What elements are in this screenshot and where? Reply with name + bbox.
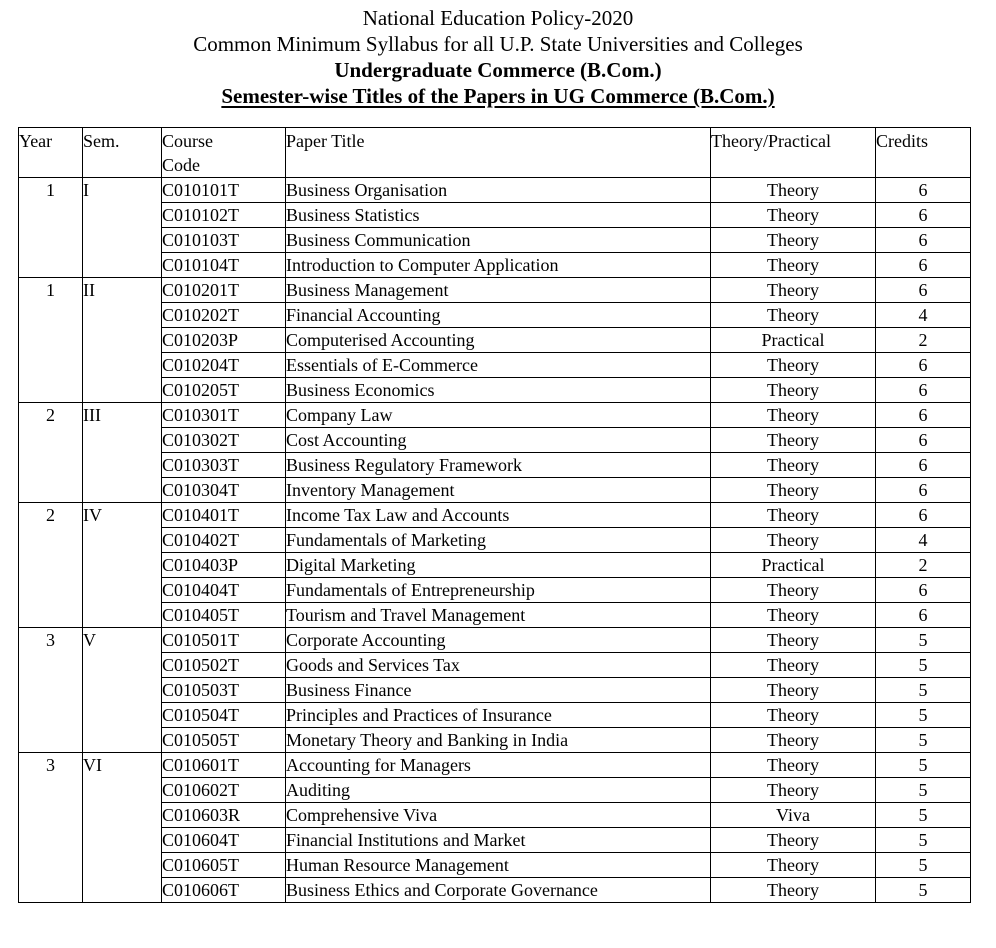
credits-cell: 5 — [876, 803, 971, 828]
course-code-cell: C010501T — [162, 628, 286, 653]
course-code-cell: C010503T — [162, 678, 286, 703]
table-row — [19, 753, 971, 778]
table-row — [19, 478, 971, 503]
table-row — [19, 178, 971, 203]
type-cell: Theory — [711, 753, 876, 778]
paper-title-cell: Business Economics — [286, 378, 711, 403]
type-cell: Theory — [711, 703, 876, 728]
course-code-cell: C010103T — [162, 228, 286, 253]
credits-cell: 5 — [876, 678, 971, 703]
table-row — [19, 278, 971, 303]
col-header-theory-practical: Theory/Practical — [711, 128, 876, 178]
course-code-cell: C010602T — [162, 778, 286, 803]
table-row — [19, 553, 971, 578]
type-cell: Theory — [711, 503, 876, 528]
doc-title-line4: Semester-wise Titles of the Papers in UG Commerce (B.Com.) — [221, 84, 775, 108]
sem-cell: III — [83, 403, 162, 503]
table-row — [19, 403, 971, 428]
type-cell: Theory — [711, 828, 876, 853]
credits-cell: 6 — [876, 203, 971, 228]
paper-title-cell: Auditing — [286, 778, 711, 803]
credits-cell: 6 — [876, 603, 971, 628]
credits-cell: 6 — [876, 503, 971, 528]
paper-title-cell: Business Management — [286, 278, 711, 303]
paper-title-cell: Monetary Theory and Banking in India — [286, 728, 711, 753]
type-cell: Theory — [711, 653, 876, 678]
year-cell: 3 — [19, 753, 83, 903]
table-row — [19, 853, 971, 878]
year-cell: 2 — [19, 503, 83, 628]
course-code-cell: C010104T — [162, 253, 286, 278]
paper-title-cell: Comprehensive Viva — [286, 803, 711, 828]
paper-title-cell: Principles and Practices of Insurance — [286, 703, 711, 728]
type-cell: Theory — [711, 403, 876, 428]
col-header-credits: Credits — [876, 128, 971, 178]
paper-title-cell: Business Finance — [286, 678, 711, 703]
table-row — [19, 353, 971, 378]
type-cell: Theory — [711, 878, 876, 903]
credits-cell: 5 — [876, 878, 971, 903]
year-cell: 2 — [19, 403, 83, 503]
table-row — [19, 303, 971, 328]
paper-title-cell: Inventory Management — [286, 478, 711, 503]
course-code-cell: C010401T — [162, 503, 286, 528]
col-header-paper-title: Paper Title — [286, 128, 711, 178]
course-code-cell: C010203P — [162, 328, 286, 353]
credits-cell: 6 — [876, 278, 971, 303]
course-code-cell: C010403P — [162, 553, 286, 578]
table-row — [19, 628, 971, 653]
table-row — [19, 603, 971, 628]
course-code-cell: C010102T — [162, 203, 286, 228]
type-cell: Viva — [711, 803, 876, 828]
paper-title-cell: Corporate Accounting — [286, 628, 711, 653]
sem-cell: II — [83, 278, 162, 403]
table-row — [19, 453, 971, 478]
table-row — [19, 328, 971, 353]
type-cell: Practical — [711, 553, 876, 578]
course-code-cell: C010101T — [162, 178, 286, 203]
paper-title-cell: Business Communication — [286, 228, 711, 253]
credits-cell: 6 — [876, 428, 971, 453]
year-cell: 1 — [19, 178, 83, 278]
credits-cell: 5 — [876, 753, 971, 778]
table-row — [19, 653, 971, 678]
paper-title-cell: Business Statistics — [286, 203, 711, 228]
paper-title-cell: Digital Marketing — [286, 553, 711, 578]
col-header-sem: Sem. — [83, 128, 162, 178]
course-code-cell: C010601T — [162, 753, 286, 778]
paper-title-cell: Financial Institutions and Market — [286, 828, 711, 853]
credits-cell: 5 — [876, 628, 971, 653]
credits-cell: 6 — [876, 228, 971, 253]
course-code-cell: C010404T — [162, 578, 286, 603]
paper-title-cell: Fundamentals of Marketing — [286, 528, 711, 553]
table-row — [19, 578, 971, 603]
paper-title-cell: Financial Accounting — [286, 303, 711, 328]
course-code-cell: C010202T — [162, 303, 286, 328]
course-code-cell: C010302T — [162, 428, 286, 453]
paper-title-cell: Business Organisation — [286, 178, 711, 203]
paper-title-cell: Company Law — [286, 403, 711, 428]
course-code-cell: C010303T — [162, 453, 286, 478]
type-cell: Theory — [711, 428, 876, 453]
type-cell: Theory — [711, 278, 876, 303]
credits-cell: 5 — [876, 703, 971, 728]
course-code-cell: C010205T — [162, 378, 286, 403]
course-code-cell: C010201T — [162, 278, 286, 303]
credits-cell: 6 — [876, 403, 971, 428]
sem-cell: VI — [83, 753, 162, 903]
paper-title-cell: Business Regulatory Framework — [286, 453, 711, 478]
paper-title-cell: Computerised Accounting — [286, 328, 711, 353]
table-row — [19, 803, 971, 828]
course-code-cell: C010301T — [162, 403, 286, 428]
paper-title-cell: Goods and Services Tax — [286, 653, 711, 678]
doc-title-line3: Undergraduate Commerce (B.Com.) — [334, 58, 662, 82]
credits-cell: 6 — [876, 253, 971, 278]
year-cell: 3 — [19, 628, 83, 753]
document-header — [0, 0, 996, 109]
type-cell: Theory — [711, 853, 876, 878]
table-row — [19, 703, 971, 728]
credits-cell: 6 — [876, 378, 971, 403]
course-code-cell: C010604T — [162, 828, 286, 853]
credits-cell: 5 — [876, 828, 971, 853]
year-cell: 1 — [19, 278, 83, 403]
table-row — [19, 428, 971, 453]
type-cell: Theory — [711, 203, 876, 228]
credits-cell: 4 — [876, 303, 971, 328]
type-cell: Practical — [711, 328, 876, 353]
sem-cell: V — [83, 628, 162, 753]
course-code-cell: C010304T — [162, 478, 286, 503]
credits-cell: 5 — [876, 728, 971, 753]
course-code-cell: C010402T — [162, 528, 286, 553]
table-row — [19, 778, 971, 803]
credits-cell: 4 — [876, 528, 971, 553]
type-cell: Theory — [711, 728, 876, 753]
credits-cell: 5 — [876, 778, 971, 803]
table-row — [19, 528, 971, 553]
table-row — [19, 678, 971, 703]
course-code-cell: C010505T — [162, 728, 286, 753]
type-cell: Theory — [711, 478, 876, 503]
type-cell: Theory — [711, 628, 876, 653]
paper-title-cell: Essentials of E-Commerce — [286, 353, 711, 378]
course-code-cell: C010606T — [162, 878, 286, 903]
credits-cell: 6 — [876, 178, 971, 203]
type-cell: Theory — [711, 603, 876, 628]
paper-title-cell: Fundamentals of Entrepreneurship — [286, 578, 711, 603]
paper-title-cell: Cost Accounting — [286, 428, 711, 453]
credits-cell: 2 — [876, 328, 971, 353]
credits-cell: 6 — [876, 578, 971, 603]
course-code-cell: C010603R — [162, 803, 286, 828]
paper-title-cell: Introduction to Computer Application — [286, 253, 711, 278]
table-row — [19, 228, 971, 253]
doc-title-line1: National Education Policy-2020 — [362, 6, 634, 30]
course-code-cell: C010605T — [162, 853, 286, 878]
col-header-year: Year — [19, 128, 83, 178]
paper-title-cell: Business Ethics and Corporate Governance — [286, 878, 711, 903]
type-cell: Theory — [711, 578, 876, 603]
table-row — [19, 378, 971, 403]
credits-cell: 2 — [876, 553, 971, 578]
doc-title-line2: Common Minimum Syllabus for all U.P. State Universities and Colleges — [193, 32, 803, 56]
table-row — [19, 728, 971, 753]
table-header-row — [19, 128, 971, 178]
course-code-cell: C010405T — [162, 603, 286, 628]
col-header-course-code — [162, 128, 286, 178]
credits-cell: 6 — [876, 353, 971, 378]
sem-cell: I — [83, 178, 162, 278]
paper-title-cell: Human Resource Management — [286, 853, 711, 878]
table-row — [19, 203, 971, 228]
type-cell: Theory — [711, 453, 876, 478]
table-row — [19, 253, 971, 278]
course-code-cell: C010502T — [162, 653, 286, 678]
table-row — [19, 878, 971, 903]
type-cell: Theory — [711, 528, 876, 553]
credits-cell: 6 — [876, 478, 971, 503]
sem-cell: IV — [83, 503, 162, 628]
credits-cell: 6 — [876, 453, 971, 478]
course-code-cell: C010504T — [162, 703, 286, 728]
type-cell: Theory — [711, 678, 876, 703]
type-cell: Theory — [711, 353, 876, 378]
credits-cell: 5 — [876, 853, 971, 878]
table-row — [19, 503, 971, 528]
syllabus-table-body — [19, 178, 971, 903]
type-cell: Theory — [711, 778, 876, 803]
type-cell: Theory — [711, 378, 876, 403]
course-code-header-label: Course Code — [162, 131, 213, 175]
paper-title-cell: Accounting for Managers — [286, 753, 711, 778]
type-cell: Theory — [711, 178, 876, 203]
paper-title-cell: Tourism and Travel Management — [286, 603, 711, 628]
table-row — [19, 828, 971, 853]
course-code-cell: C010204T — [162, 353, 286, 378]
syllabus-table — [18, 127, 971, 903]
paper-title-cell: Income Tax Law and Accounts — [286, 503, 711, 528]
type-cell: Theory — [711, 228, 876, 253]
type-cell: Theory — [711, 303, 876, 328]
credits-cell: 5 — [876, 653, 971, 678]
type-cell: Theory — [711, 253, 876, 278]
